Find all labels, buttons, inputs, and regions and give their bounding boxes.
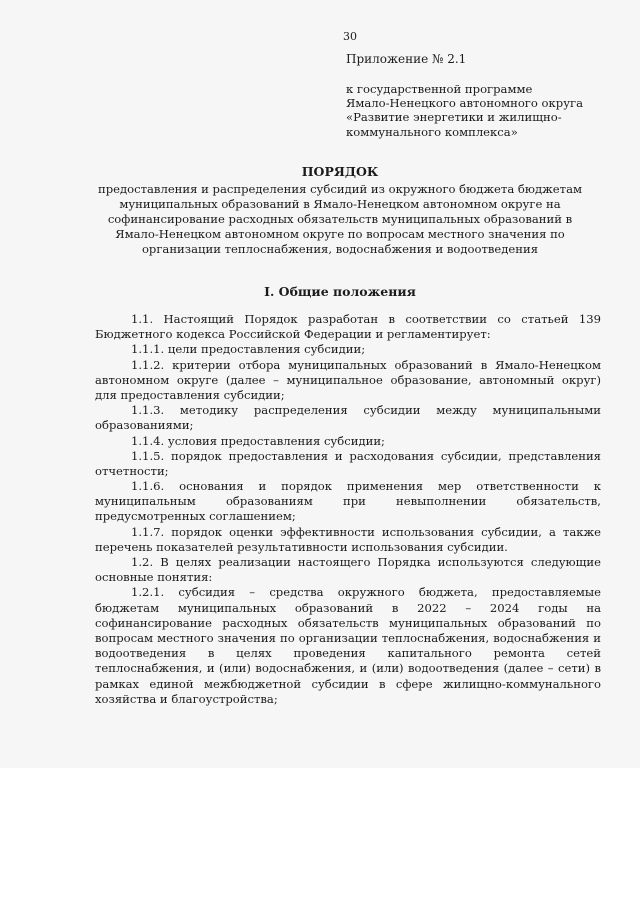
- paragraph-line: 1.1.1. цели предоставления субсидии;: [131, 342, 366, 357]
- paragraph-line: 1.1.3. методику распределения субсидии между муниципальными: [131, 403, 601, 418]
- document-subtitle-line: софинансирование расходных обязательств муниципальных образований в: [107, 212, 573, 226]
- blank-margin: [0, 768, 640, 905]
- paragraph-line: бюджетам муниципальных образований в 2022 – 2024 годы на: [95, 600, 601, 615]
- paragraph-line: 1.1.5. порядок предоставления и расходования субсидии, представления: [131, 448, 601, 463]
- appendix-reference-line: к государственной программе: [346, 82, 533, 96]
- appendix-reference-line: «Развитие энергетики и жилищно-: [346, 110, 562, 125]
- paragraph-line: 1.2.1. субсидия – средства окружного бюджета, предоставляемые: [131, 585, 601, 600]
- appendix-reference: [346, 82, 606, 139]
- paragraph-line: отчетности;: [95, 463, 169, 478]
- appendix-reference-line: коммунального комплекса»: [346, 124, 518, 139]
- appendix-title: Приложение № 2.1: [346, 52, 467, 66]
- paragraph-line: водоотведения в целях проведения капитального ремонта сетей: [95, 646, 601, 661]
- page-number: 30: [343, 30, 357, 43]
- paragraph-line: 1.1.6. основания и порядок применения мер ответственности к: [131, 479, 601, 494]
- paragraph-line: 1.1.7. порядок оценки эффективности использования субсидии, а также: [131, 524, 601, 539]
- document-subtitle-line: организации теплоснабжения, водоснабжения и водоотведения: [141, 242, 539, 256]
- paragraph-line: вопросам местного значения по организации теплоснабжения, водоснабжения и: [95, 630, 601, 645]
- paragraph-line: 1.1. Настоящий Порядок разработан в соответствии со статьей 139: [131, 312, 601, 326]
- paragraph-line: софинансирование расходных обязательств муниципальных образований по: [95, 615, 601, 630]
- section-body: [95, 312, 601, 707]
- paragraph-line: перечень показателей результативности использования субсидии.: [95, 539, 508, 554]
- document-title: ПОРЯДОК: [301, 164, 379, 179]
- document-subtitle: [0, 182, 640, 257]
- document-subtitle-line: Ямало-Ненецком автономном округе по вопросам местного значения по: [115, 227, 565, 241]
- paragraph-line: 1.2. В целях реализации настоящего Порядка используются следующие: [131, 555, 601, 569]
- paragraph-line: Бюджетного кодекса Российской Федерации и регламентирует:: [95, 327, 491, 342]
- paragraph-line: муниципальным образованиям при невыполнении обязательств,: [95, 494, 601, 509]
- paragraph-line: хозяйства и благоустройства;: [95, 691, 278, 706]
- paragraph-line: для предоставления субсидии;: [95, 387, 285, 402]
- paragraph-line: рамках единой межбюджетной субсидии в сфере жилищно-коммунального: [95, 676, 601, 691]
- paragraph-line: автономном округе (далее – муниципальное образование, автономный округ): [95, 372, 601, 387]
- document-subtitle-line: муниципальных образований в Ямало-Ненецком автономном округе на: [119, 197, 561, 211]
- paragraph-line: основные понятия:: [95, 570, 213, 585]
- paragraph-line: теплоснабжения, и (или) водоснабжения, и (или) водоотведения (далее – сети) в: [95, 661, 601, 676]
- paragraph-line: 1.1.4. условия предоставления субсидии;: [131, 433, 385, 448]
- document-subtitle-line: предоставления и распределения субсидий из окружного бюджета бюджетам: [97, 182, 583, 196]
- paragraph-line: предусмотренных соглашением;: [95, 509, 296, 524]
- paragraph-line: 1.1.2. критерии отбора муниципальных образований в Ямало-Ненецком: [131, 357, 601, 372]
- section-heading: I. Общие положения: [264, 284, 416, 299]
- appendix-reference-line: Ямало-Ненецкого автономного округа: [346, 96, 583, 111]
- paragraph-line: образованиями;: [95, 418, 194, 433]
